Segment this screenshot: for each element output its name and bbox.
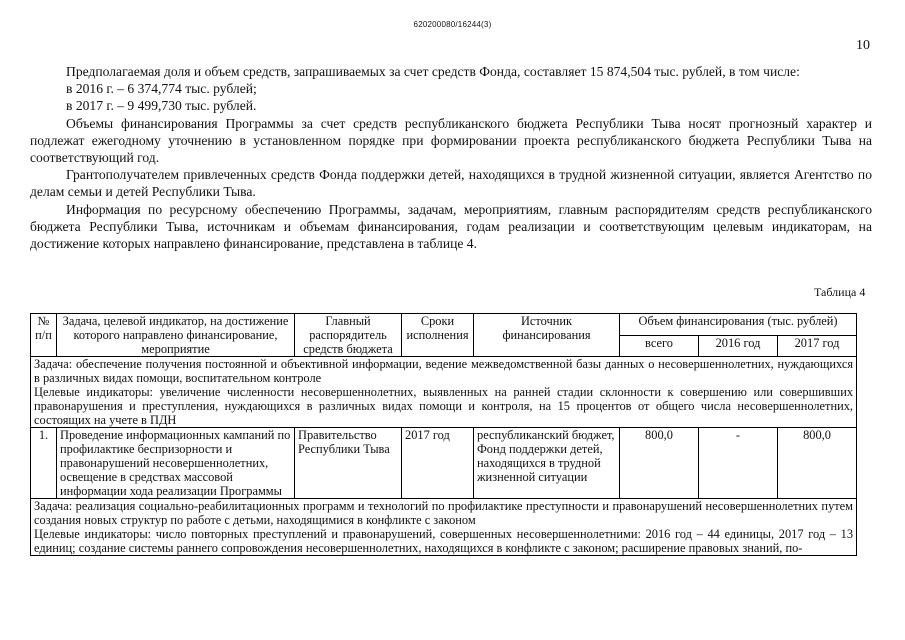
header-term: Сроки исполнения (402, 314, 474, 357)
task-row (31, 357, 857, 428)
paragraph-budget: Объемы финансирования Программы за счет средств республиканского бюджета Республики Тыва носят прогнозный характер и подлежат ежегодному уточнению в установленном порядке при формировании проекта республиканского бюджета Республики Тыва на соответствующий год. (30, 115, 872, 166)
header-2017: 2017 год (778, 335, 857, 357)
row-num: 1. (31, 428, 57, 499)
header-source: Источник финансирования (474, 314, 620, 357)
task-text: Задача: обеспечение получения постоянной и объективной информации, ведение межведомственной базы данных о несовершеннолетних, нуждающихся в различных видах помощи, воспитательном контроле (34, 357, 854, 385)
paragraph-fund-share: Предполагаемая доля и объем средств, запрашиваемых за счет средств Фонда, составляет 15 874,504 тыс. рублей, в том числе: (66, 64, 800, 79)
header-num: № п/п (31, 314, 57, 357)
row-activity: Проведение информационных кампаний по профилактике беспризорности и правонарушений несовершеннолетних, освещение в средствах массовой информации хода реализации Программы (57, 428, 295, 499)
row-total: 800,0 (620, 428, 699, 499)
task-text: Задача: реализация социально-реабилитационных программ и технологий по профилактике преступности и правонарушений несовершеннолетних путем создания новых структур по работе с детьми, находящимися в конфликте с законом (34, 499, 854, 527)
header-volume: Объем финансирования (тыс. рублей) (620, 314, 857, 336)
indicators-text: Целевые индикаторы: увеличение численности несовершеннолетних, выявленных на ранней стадии склонности к совершению или совершивших правонарушения и преступления, нуждающихся в различных видах помощи и контроля, на 15 процентов от общего числа несовершеннолетних, состоящих на учете в ПДН (34, 385, 854, 427)
paragraph-2016: в 2016 г. – 6 374,774 тыс. рублей; (66, 81, 257, 97)
table-row (31, 428, 857, 499)
document-id: 620200080/16244(3) (413, 20, 492, 29)
table-caption: Таблица 4 (814, 285, 866, 299)
page-number: 10 (856, 38, 870, 53)
row-2016: - (699, 428, 778, 499)
paragraph-grant: Грантополучателем привлеченных средств Фонда поддержки детей, находящихся в трудной жизненной ситуации, является Агентство по делам семьи и детей Республики Тыва. (30, 167, 872, 200)
row-source: республиканский бюджет, Фонд поддержки детей, находящихся в трудной жизненной ситуации (474, 428, 620, 499)
row-term: 2017 год (402, 428, 474, 499)
row-2017: 800,0 (778, 428, 857, 499)
paragraph-2017: в 2017 г. – 9 499,730 тыс. рублей. (66, 98, 257, 114)
header-total: всего (620, 335, 699, 357)
row-manager: Правительство Республики Тыва (295, 428, 402, 499)
table-header-row (31, 314, 857, 336)
header-2016: 2016 год (699, 335, 778, 357)
indicators-text: Целевые индикаторы: число повторных преступлений и правонарушений, совершенных несовершеннолетними: 2016 год – 44 единицы, 2017 год – 13 единиц; создание системы раннего сопровождения несовершеннолетних, находящихся в конфликте с законом; расширение правовых знаний, по- (34, 527, 854, 555)
header-task: Задача, целевой индикатор, на достижение которого направлено финансирование, мероприятие (57, 314, 295, 357)
task-row (31, 499, 857, 556)
paragraph-resources: Информация по ресурсному обеспечению Программы, задачам, мероприятиям, главным распорядителям средств республиканского бюджета Республики Тыва, источникам и объемам финансирования, годам реализации и соответствующим целевым индикаторам, на достижение которых направлено финансирование, представлена в таблице 4. (30, 201, 872, 252)
body-text (30, 63, 872, 252)
financing-table (30, 313, 857, 556)
header-manager: Главный распорядитель средств бюджета (295, 314, 402, 357)
